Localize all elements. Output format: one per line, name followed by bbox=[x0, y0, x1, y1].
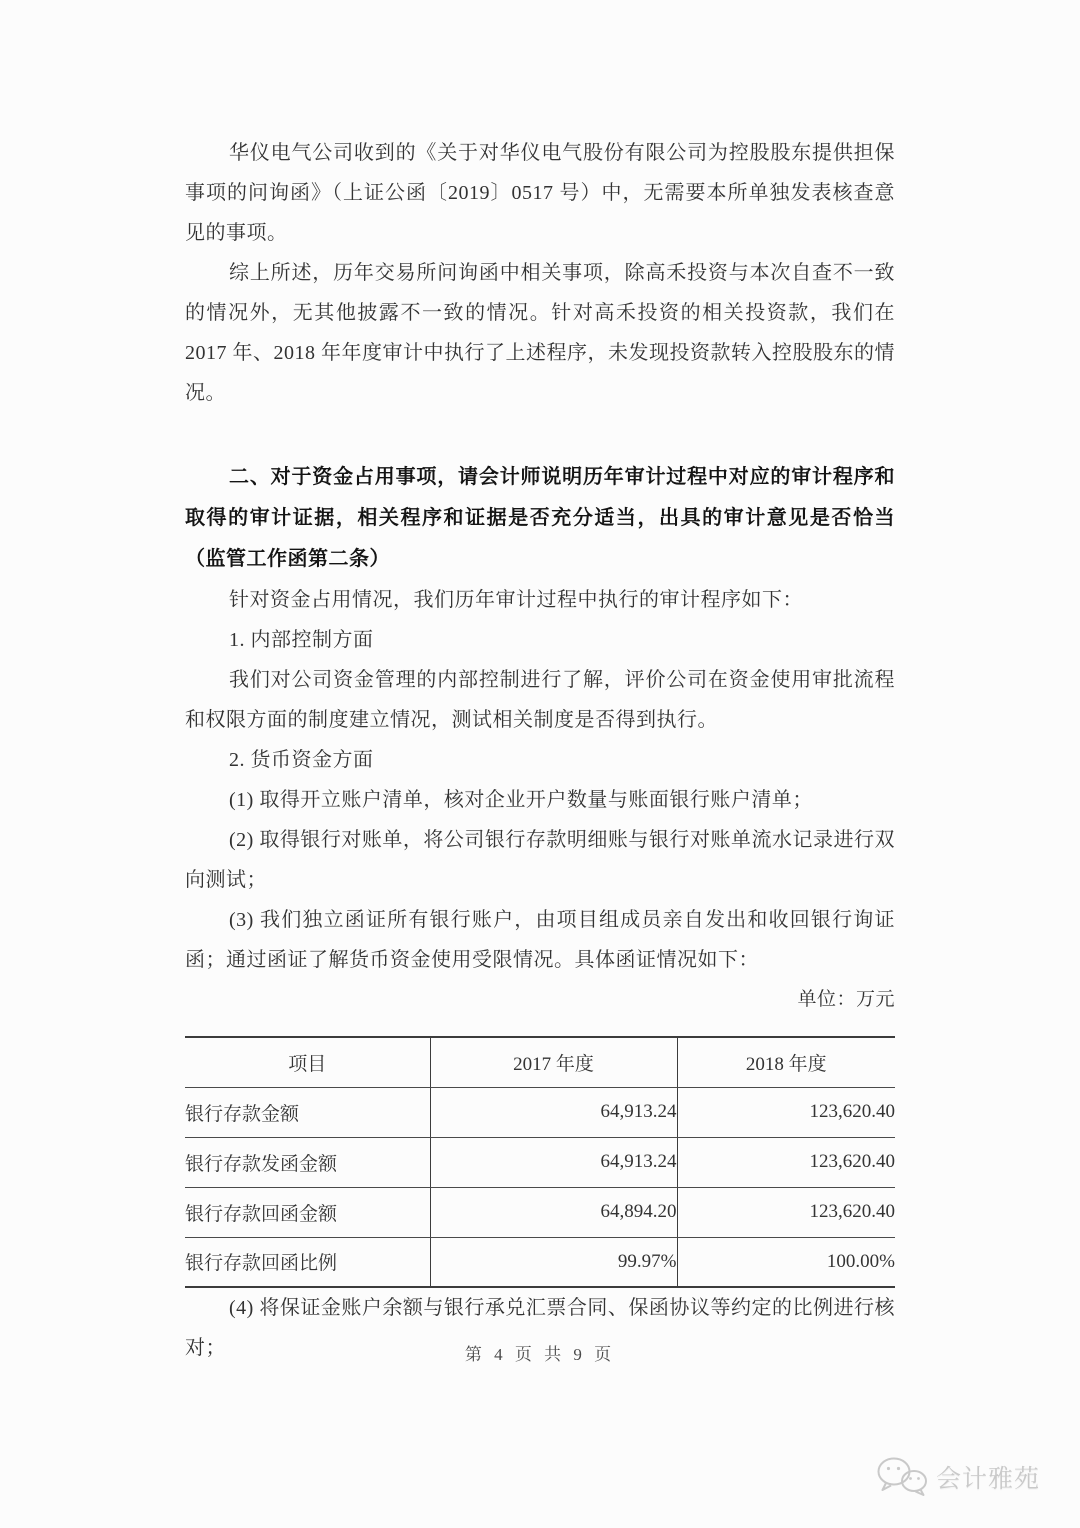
table-header-2018: 2018 年度 bbox=[677, 1037, 895, 1087]
cell-2017: 99.97% bbox=[430, 1237, 677, 1287]
para-summary-conclusion: 综上所述，历年交易所问询函中相关事项，除高禾投资与本次自查不一致的情况外，无其他披露不一致的情况。针对高禾投资的相关投资款，我们在 2017 年、2018 年年度审计中执行了上述程序，未发现投资款转入控股股东的情况。 bbox=[185, 262, 895, 404]
watermark-text: 会计雅苑 bbox=[936, 1465, 1041, 1493]
item-internal-control-title: 1. 内部控制方面 bbox=[229, 629, 374, 651]
table-row bbox=[185, 1237, 895, 1287]
cell-2018: 100.00% bbox=[677, 1237, 895, 1287]
table-header-row bbox=[185, 1037, 895, 1087]
cell-item: 银行存款回函金额 bbox=[185, 1187, 430, 1237]
cell-2018: 123,620.40 bbox=[677, 1137, 895, 1187]
section-heading: 二、对于资金占用事项，请会计师说明历年审计过程中对应的审计程序和取得的审计证据，相关程序和证据是否充分适当，出具的审计意见是否恰当（监管工作函第二条） bbox=[185, 466, 895, 570]
table-header-2017: 2017 年度 bbox=[430, 1037, 677, 1087]
cell-2017: 64,894.20 bbox=[430, 1187, 677, 1237]
cell-item: 银行存款发函金额 bbox=[185, 1137, 430, 1187]
cell-2018: 123,620.40 bbox=[677, 1187, 895, 1237]
document-body bbox=[185, 133, 895, 1368]
wechat-logo-icon bbox=[875, 1455, 929, 1499]
watermark bbox=[875, 1455, 1040, 1499]
cell-item: 银行存款金额 bbox=[185, 1087, 430, 1137]
cell-2017: 64,913.24 bbox=[430, 1087, 677, 1137]
item-sub-4: (4) 将保证金账户余额与银行承兑汇票合同、保函协议等约定的比例进行核对； bbox=[185, 1297, 895, 1359]
item-sub-2: (2) 取得银行对账单，将公司银行存款明细账与银行对账单流水记录进行双向测试； bbox=[185, 829, 895, 891]
table-row bbox=[185, 1087, 895, 1137]
item-sub-3: (3) 我们独立函证所有银行账户，由项目组成员亲自发出和收回银行询证函；通过函证了解货币资金使用受限情况。具体函证情况如下： bbox=[185, 909, 895, 971]
para-internal-control-detail: 我们对公司资金管理的内部控制进行了解，评价公司在资金使用审批流程和权限方面的制度建立情况，测试相关制度是否得到执行。 bbox=[185, 669, 895, 731]
cell-2017: 64,913.24 bbox=[430, 1137, 677, 1187]
table-row bbox=[185, 1187, 895, 1237]
para-inquiry-letter: 华仪电气公司收到的《关于对华仪电气股份有限公司为控股股东提供担保事项的问询函》（上证公函〔2019〕0517 号）中，无需要本所单独发表核查意见的事项。 bbox=[185, 142, 895, 244]
cell-2018: 123,620.40 bbox=[677, 1087, 895, 1137]
para-procedures-intro: 针对资金占用情况，我们历年审计过程中执行的审计程序如下： bbox=[229, 589, 803, 611]
cell-item: 银行存款回函比例 bbox=[185, 1253, 338, 1275]
footer-page-number: 第 4 页 共 9 页 bbox=[464, 1345, 616, 1364]
item-monetary-funds-title: 2. 货币资金方面 bbox=[229, 749, 374, 771]
unit-label: 单位：万元 bbox=[797, 989, 895, 1010]
confirmation-table bbox=[185, 1036, 895, 1288]
item-sub-1: (1) 取得开立账户清单，核对企业开户数量与账面银行账户清单； bbox=[229, 789, 813, 811]
table-row bbox=[185, 1137, 895, 1187]
table-header-item: 项目 bbox=[185, 1037, 430, 1087]
